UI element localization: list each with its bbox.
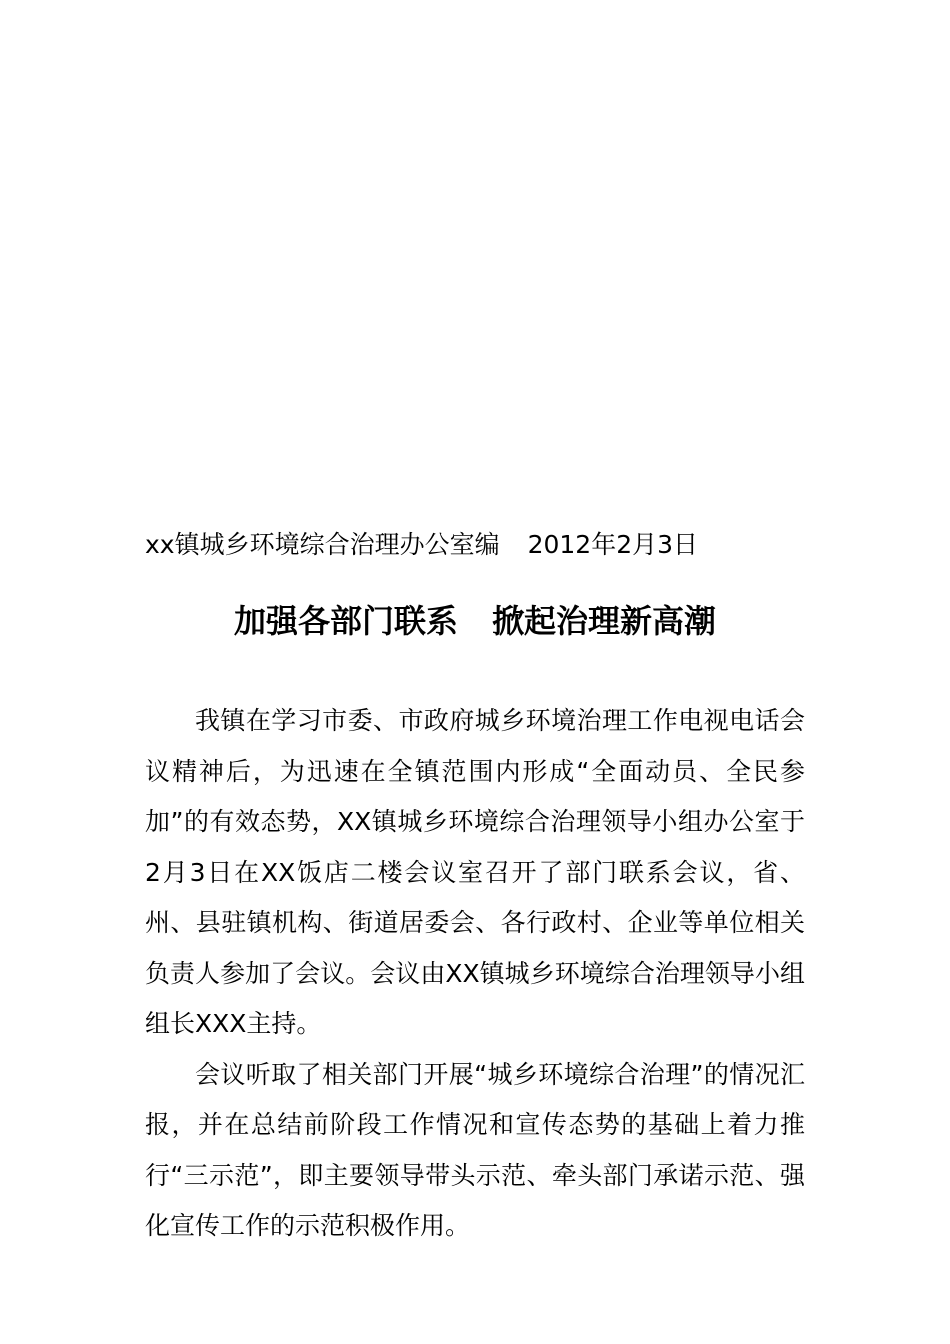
body-paragraph-1: 我镇在学习市委、市政府城乡环境治理工作电视电话会议精神后，为迅速在全镇范围内形成“全面动员、全民参加”的有效态势，XX镇城乡环境综合治理领导小组办公室于2月3日在XX饭店二楼会议室召开了部门联系会议，省、州、县驻镇机构、街道居委会、各行政村、企业等单位相关负责人参加了会议。会议由XX镇城乡环境综合治理领导小组组长XXX主持。 [145,706,805,1038]
article-headline [145,598,805,644]
article-body [145,696,805,1252]
byline-author: xx镇城乡环境综合治理办公室编 [145,530,500,559]
body-paragraph-2: 会议听取了相关部门开展“城乡环境综合治理”的情况汇报，并在总结前阶段工作情况和宣传态势的基础上着力推行“三示范”，即主要领导带头示范、牵头部门承诺示范、强化宣传工作的示范积极作用。 [145,1059,805,1240]
headline-part-1: 加强各部门联系 [233,602,458,640]
headline-part-2: 掀起治理新高潮 [492,602,717,640]
byline-date: 2012年2月3日 [527,530,699,559]
byline [145,527,825,563]
